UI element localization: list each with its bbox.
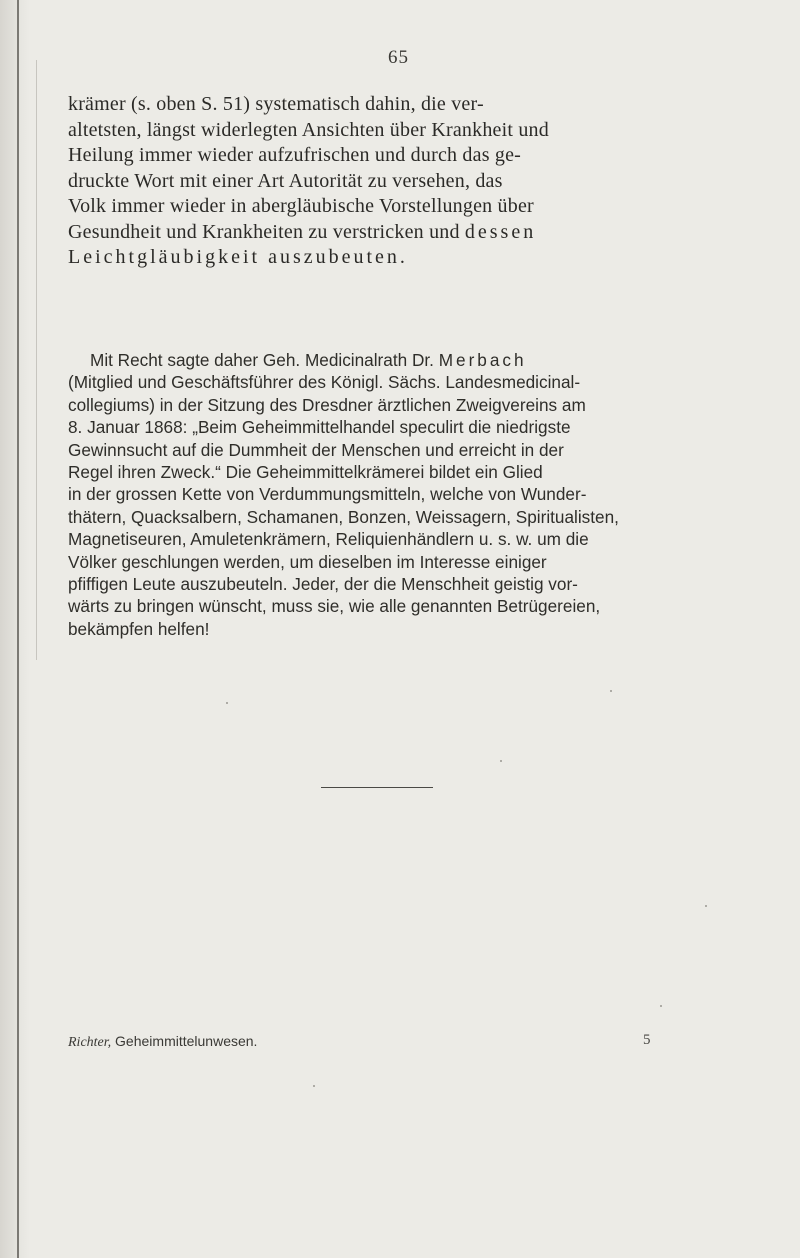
paragraph-line-with-emphasis (68, 220, 688, 246)
speck (226, 702, 228, 704)
binding-gutter-shadow (0, 0, 30, 1258)
speck (313, 1085, 315, 1087)
binding-faint-line (36, 60, 37, 660)
paragraph-line: Regel ihren Zweck.“ Die Geheimmittelkrämerei bildet ein Glied (68, 462, 543, 483)
paragraph-line: (Mitglied und Geschäftsführer des Königl. Sächs. Landesmedicinal- (68, 372, 581, 393)
paragraph-line: druckte Wort mit einer Art Autorität zu versehen, das (68, 169, 503, 192)
paragraph-line: Magnetiseuren, Amuletenkrämern, Reliquienhändlern u. s. w. um die (68, 529, 589, 550)
paragraph-line-emphasized: Leichtgläubigkeit auszubeuten. (68, 246, 408, 268)
paragraph-quotation (68, 349, 688, 640)
paragraph-line: krämer (s. oben S. 51) systematisch dahin, die ver- (68, 93, 484, 115)
paragraph-line: Heilung immer wieder aufzufrischen und durch das ge- (68, 144, 522, 166)
paragraph-line: 8. Januar 1868: „Beim Geheimmittelhandel speculirt die niedrigste (68, 417, 571, 438)
paragraph-line: in der grossen Kette von Verdummungsmitteln, welche von Wunder- (68, 484, 587, 505)
footnote-author: Richter, (68, 1035, 112, 1050)
paragraph-line: bekämpfen helfen! (68, 618, 210, 639)
speck (705, 905, 707, 907)
paragraph-line-text: Mit Recht sagte daher Geh. Medicinalrath Dr. (90, 350, 434, 370)
paragraph-line: wärts zu bringen wünscht, muss sie, wie alle genannten Betrügereien, (68, 596, 601, 617)
binding-edge-line (17, 0, 19, 1258)
footnote-title: Geheimmittelunwesen. (115, 1033, 258, 1049)
paragraph-line: pfiffigen Leute auszubeuteln. Jeder, der die Menschheit geistig vor- (68, 574, 578, 595)
paragraph-line: altetsten, längst widerlegten Ansichten über Krankheit und (68, 118, 549, 141)
paragraph-line: thätern, Quacksalbern, Schamanen, Bonzen, Weissagern, Spiritualisten, (68, 506, 619, 527)
section-divider (321, 787, 433, 788)
page-number: 65 (388, 47, 409, 68)
paragraph-line-text: Gesundheit und Krankheiten zu verstricken und (68, 220, 460, 243)
paragraph-line: Gewinnsucht auf die Dummheit der Menschen und erreicht in der (68, 439, 564, 460)
paragraph-line: Völker geschlungen werden, um dieselben im Interesse einiger (68, 551, 547, 572)
spaced-name: Merbach (438, 350, 527, 370)
speck (660, 1005, 662, 1007)
footnote (68, 1033, 257, 1051)
paragraph-line: collegiums) in der Sitzung des Dresdner ärztlichen Zweigvereins am (68, 394, 586, 415)
signature-mark: 5 (643, 1032, 651, 1048)
paragraph-line-with-name (68, 349, 688, 371)
paragraph-line: Volk immer wieder in abergläubische Vorstellungen über (68, 195, 534, 217)
paragraph-continuation (68, 92, 688, 271)
speck (500, 760, 502, 762)
emphasized-word: dessen (464, 220, 537, 243)
speck (610, 690, 612, 692)
